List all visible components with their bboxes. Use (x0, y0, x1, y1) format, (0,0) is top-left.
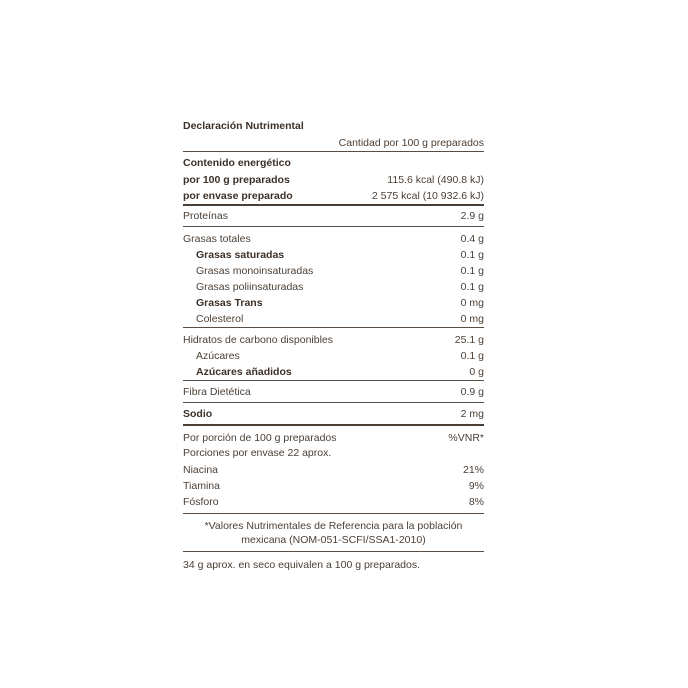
vnr-item-label: Niacina (183, 464, 219, 476)
carbs-row (183, 332, 484, 348)
preparation-note: 34 g aprox. en seco equivalen a 100 g preparados. (183, 559, 421, 571)
per-header-row (183, 134, 484, 152)
energy-per100-label: por 100 g preparados (183, 174, 290, 186)
cholesterol-label: Colesterol (196, 313, 244, 325)
fat-total-row (183, 231, 484, 247)
vnr-item-label: Fósforo (183, 496, 219, 508)
added-sugars-row (183, 364, 484, 380)
vnr-item-value: 21% (462, 464, 484, 476)
fat-total-label: Grasas totales (183, 233, 251, 245)
fat-total-value: 0.4 g (460, 233, 484, 245)
energy-heading: Contenido energético (183, 157, 291, 169)
cholesterol-row (183, 311, 484, 327)
added-sugars-value: 0 g (469, 366, 484, 378)
fats-section (183, 226, 484, 327)
energy-per100-value: 115.6 kcal (490.8 kJ) (387, 174, 484, 186)
sugars-label: Azúcares (196, 350, 240, 362)
vnr-portion-label: Por porción de 100 g preparados (183, 432, 337, 444)
added-sugars-label: Azúcares añadidos (196, 366, 292, 378)
fat-mono-row (183, 263, 484, 279)
protein-label: Proteínas (183, 210, 228, 222)
vnr-header-row (183, 430, 484, 446)
fiber-value: 0.9 g (460, 385, 484, 398)
vnr-item-niacina (183, 462, 484, 478)
per-header: Cantidad por 100 g preparados (338, 136, 484, 149)
fat-saturated-label: Grasas saturadas (196, 249, 285, 261)
protein-row (183, 204, 484, 226)
sugars-row (183, 348, 484, 364)
fat-trans-label: Grasas Trans (196, 297, 263, 309)
vnr-item-fosforo (183, 494, 484, 510)
fat-mono-value: 0.1 g (460, 265, 484, 277)
vnr-item-value: 8% (468, 496, 484, 508)
vnr-header: %VNR* (448, 432, 484, 444)
energy-perpack-row (183, 188, 484, 204)
fiber-label: Fibra Dietética (183, 385, 251, 398)
vnr-footnote: *Valores Nutrimentales de Referencia para la población mexicana (NOM-051-SCFI/SSA1-2010) (183, 513, 484, 552)
carbs-section (183, 327, 484, 380)
fat-saturated-row (183, 247, 484, 263)
energy-perpack-value: 2 575 kcal (10 932.6 kJ) (371, 190, 484, 202)
energy-section (183, 152, 484, 204)
vnr-section (183, 424, 484, 510)
fat-poly-row (183, 279, 484, 295)
carbs-value: 25.1 g (454, 334, 484, 346)
protein-value: 2.9 g (460, 210, 484, 222)
energy-per100-row (183, 172, 484, 188)
carbs-label: Hidratos de carbono disponibles (183, 334, 334, 346)
fat-trans-row (183, 295, 484, 311)
sodium-row (183, 402, 484, 424)
label-title: Declaración Nutrimental (183, 120, 304, 132)
cholesterol-value: 0 mg (460, 313, 484, 325)
sodium-value: 2 mg (460, 407, 484, 420)
vnr-item-value: 9% (468, 480, 484, 492)
vnr-item-label: Tiamina (183, 480, 220, 492)
fiber-row (183, 380, 484, 402)
sodium-label: Sodio (183, 407, 213, 420)
fat-poly-label: Grasas poliinsaturadas (196, 281, 304, 293)
sugars-value: 0.1 g (460, 350, 484, 362)
vnr-item-tiamina (183, 478, 484, 494)
energy-perpack-label: por envase preparado (183, 190, 293, 202)
fat-saturated-value: 0.1 g (460, 249, 484, 261)
fat-trans-value: 0 mg (460, 297, 484, 309)
nutrition-facts-label (183, 119, 484, 572)
servings-per-package: Porciones por envase 22 aprox. (183, 447, 332, 459)
fat-poly-value: 0.1 g (460, 281, 484, 293)
fat-mono-label: Grasas monoinsaturadas (196, 265, 314, 277)
